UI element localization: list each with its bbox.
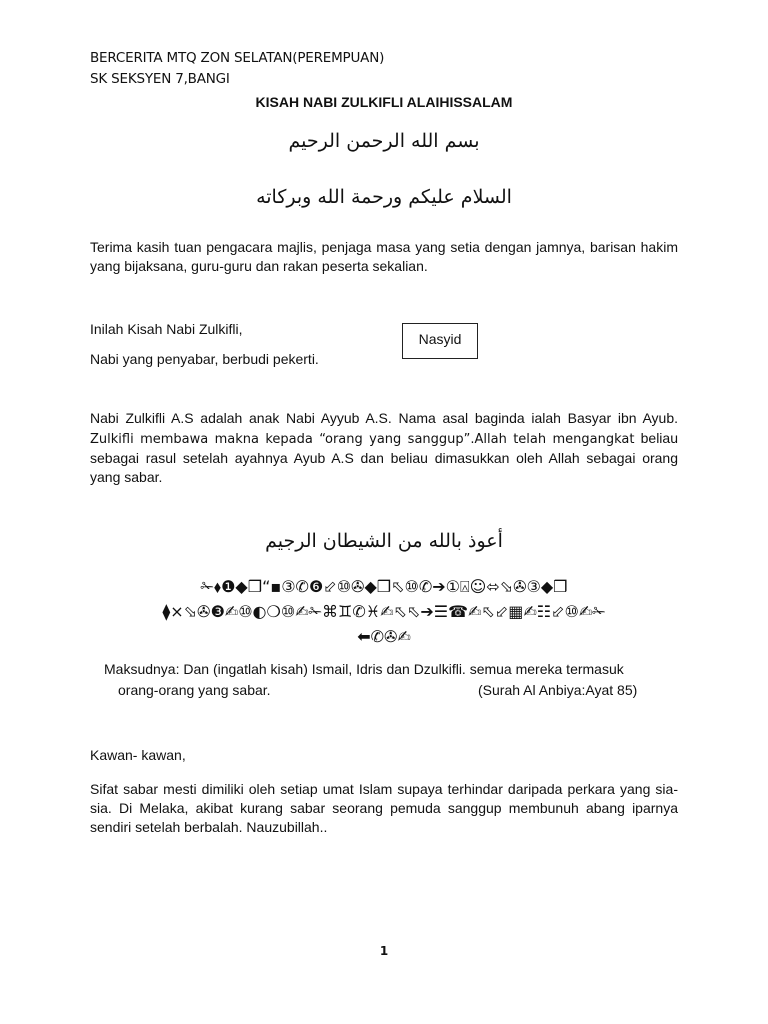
nasyid-line-2: Nabi yang penyabar, berbudi pekerti. bbox=[90, 351, 319, 367]
closing-paragraph: Sifat sabar mesti dimiliki oleh setiap umat Islam supaya terhindar daripada perkara yang sia-sia. Di Melaka, akibat kurang sabar seorang pemuda sanggup membunuh abang iparnya sendiri setelah berbalah. Nauzubillah.. bbox=[90, 781, 678, 835]
verse-glyph-line-2: ⧫×⬂✇❸✍⑩◐❍⑩✍✁⌘♊✆♓✍⬁⬁➔☰☎✍⬁⬃▦✍☷⬃⑩✍✁ bbox=[162, 602, 606, 621]
salam-text: السلام عليكم ورحمة الله وبركاته bbox=[256, 186, 512, 208]
story-part-2: Zulkifli membawa makna kepada “orang yang sanggup”.Allah telah mengangkat bbox=[90, 432, 635, 447]
story-part-3: beliau sebagai rasul setelah ayahnya Ayub A.S dan beliau dimasukkan oleh Allah sebagai orang yang sabar. bbox=[90, 430, 678, 485]
nasyid-line-1: Inilah Kisah Nabi Zulkifli, bbox=[90, 321, 243, 337]
story-paragraph bbox=[90, 409, 678, 487]
kawan-line: Kawan- kawan, bbox=[90, 747, 186, 763]
verse-meaning bbox=[104, 659, 674, 701]
nasyid-box bbox=[402, 323, 478, 359]
story-part-1: Nabi Zulkifli A.S adalah anak Nabi Ayyub A.S. Nama asal baginda ialah Basyar ibn Ayub. bbox=[90, 410, 678, 426]
verse-glyph-line-1: ✁⬧❶◆❒“▪③✆❻⬃⑩✇◆❒⬁⑩✆➔①⍓☺⬄⬂✇③◆❒ bbox=[200, 577, 568, 596]
surah-reference: (Surah Al Anbiya:Ayat 85) bbox=[478, 682, 638, 698]
header-line-2: SK SEKSYEN 7,BANGI bbox=[90, 71, 230, 87]
basmalah-text: بسم الله الرحمن الرحيم bbox=[288, 130, 480, 152]
meaning-line-2: orang-orang yang sabar. bbox=[118, 682, 271, 698]
greeting-paragraph: Terima kasih tuan pengacara majlis, penjaga masa yang setia dengan jamnya, barisan hakim yang bijaksana, guru-guru dan rakan peserta sekalian. bbox=[90, 239, 678, 274]
header-line-1: BERCERITA MTQ ZON SELATAN(PEREMPUAN) bbox=[90, 50, 385, 66]
verse-glyph-line-3: ⬅✆✇✍ bbox=[357, 627, 411, 646]
page-title: KISAH NABI ZULKIFLI ALAIHISSALAM bbox=[255, 94, 513, 110]
meaning-line-1: Maksudnya: Dan (ingatlah kisah) Ismail, Idris dan Dzulkifli. semua mereka termasuk bbox=[104, 661, 624, 677]
nasyid-box-label: Nasyid bbox=[418, 331, 462, 347]
verse-glyphs bbox=[90, 574, 678, 649]
taawuz-text: أعوذ بالله من الشيطان الرجيم bbox=[265, 530, 503, 552]
page-number: 1 bbox=[379, 944, 389, 958]
